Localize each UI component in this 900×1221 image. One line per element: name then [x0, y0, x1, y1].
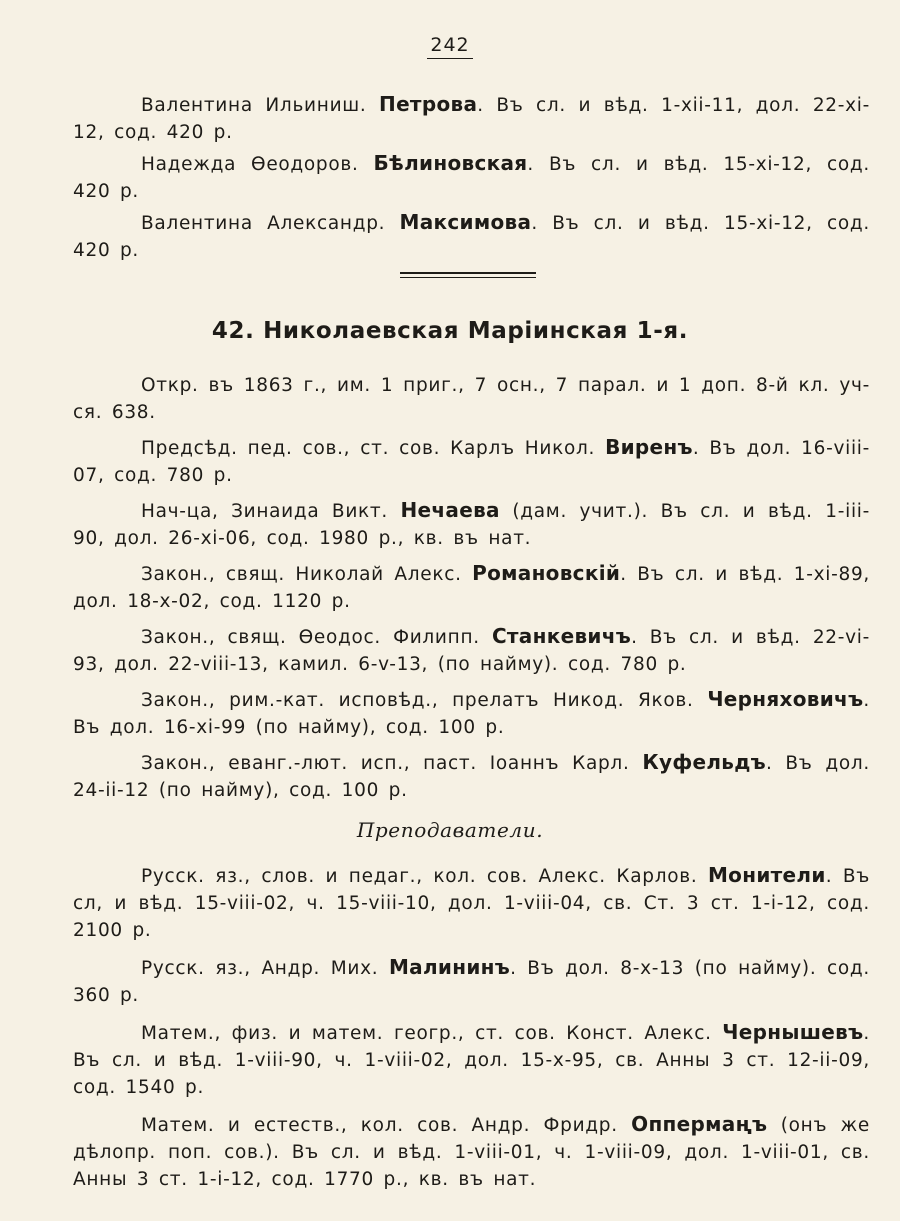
entry-prefix: Нач-ца, Зинаида Викт. [141, 501, 401, 522]
school-info-entry [73, 372, 870, 426]
entry-surname: Петрова [379, 92, 478, 116]
staff-entry [73, 209, 870, 264]
staff-entry [73, 749, 870, 804]
entry-prefix: Предсѣд. пед. сов., ст. сов. Карлъ Никол. [141, 438, 606, 459]
entry-prefix: Русск. яз., Андр. Мих. [141, 958, 389, 979]
staff-entry [73, 623, 870, 678]
entry-surname: Чернышевъ [722, 1020, 864, 1044]
section-entries-block [73, 372, 870, 804]
page-number-text: 242 [427, 34, 472, 59]
entry-suffix: . Въ дол. 8-x-13 (по найму). сод. 360 р. [73, 958, 870, 1006]
entry-suffix: . Въ сл. и вѣд. 22-vi-93, дол. 22-viii-13, камил. 6-v-13, (по найму). сод. 780 р. [73, 627, 870, 675]
entry-suffix: . Въ сл. и вѣд. 1-viii-90, ч. 1-viii-02, дол. 15-x-95, св. Анны 3 ст. 12-ii-09, сод. 1540 р. [73, 1023, 870, 1098]
entry-prefix: Русск. яз., слов. и педаг., кол. сов. Алекс. Карлов. [141, 866, 708, 887]
double-rule-divider [400, 272, 536, 281]
entry-suffix: . Въ сл. и вѣд. 15-xi-12, сод. 420 р. [73, 154, 870, 202]
entry-suffix: . Въ сл, и вѣд. 15-viii-02, ч. 15-viii-10, дол. 1-viii-04, св. Ст. 3 ст. 1-i-12, сод. 2100 р. [73, 866, 870, 941]
entry-suffix: . Въ дол. 24-ii-12 (по найму), сод. 100 р. [73, 753, 870, 801]
entry-surname: Романовскій [472, 561, 621, 585]
entry-prefix: Валентина Александр. [141, 213, 400, 234]
entry-suffix: (онъ же дѣлопр. поп. сов.). Въ сл. и вѣд. 1-viii-01, ч. 1-viii-09, дол. 1-viii-01, св. Анны 3 ст. 1-i-12, сод. 1770 р., кв. въ нат. [73, 1115, 870, 1190]
entry-surname: Оппермаңъ [631, 1112, 768, 1136]
entry-prefix: Матем. и естеств., кол. сов. Андр. Фридр. [141, 1115, 632, 1136]
top-entries-block [73, 91, 870, 264]
entry-suffix: . Въ дол. 16-viii-07, сод. 780 р. [73, 438, 870, 486]
entry-prefix: Закон., рим.-кат. исповѣд., прелатъ Никод. Яков. [141, 690, 708, 711]
entry-surname: Максимова [399, 210, 532, 234]
entry-prefix: Откр. въ 1863 г., им. 1 приг., 7 осн., 7 парал. и 1 доп. 8-й кл. уч-ся. 638. [73, 375, 870, 423]
teacher-entry [73, 862, 870, 944]
entry-prefix: Закон., еванг.-лют. исп., паст. Іоаннъ Карл. [141, 753, 643, 774]
entry-prefix: Валентина Ильиниш. [141, 95, 380, 116]
staff-entry [73, 560, 870, 615]
section-heading: 42. Николаевская Маріинская 1-я. [211, 318, 689, 344]
entry-prefix: Закон., свящ. Николай Алекс. [141, 564, 473, 585]
entry-surname: Виренъ [605, 435, 693, 459]
entry-surname: Черняховичъ [707, 687, 864, 711]
entry-prefix: Закон., свящ. Ѳеодос. Филипп. [141, 627, 492, 648]
teacher-entry [73, 1019, 870, 1101]
teacher-entry [73, 1111, 870, 1193]
entry-prefix: Матем., физ. и матем. геогр., ст. сов. Конст. Алекс. [141, 1023, 723, 1044]
entry-suffix: (дам. учит.). Въ сл. и вѣд. 1-iii-90, дол. 26-xi-06, сод. 1980 р., кв. въ нат. [73, 501, 870, 549]
staff-entry [73, 150, 870, 205]
entry-suffix: . Въ сл. и вѣд. 15-xi-12, сод. 420 р. [73, 213, 870, 261]
teacher-entry [73, 954, 870, 1009]
staff-entry [73, 434, 870, 489]
entry-suffix: . Въ сл. и вѣд. 1-xi-89, дол. 18-x-02, сод. 1120 р. [73, 564, 870, 612]
entry-surname: Нечаева [400, 498, 500, 522]
staff-entry [73, 91, 870, 146]
entry-surname: Монители [707, 863, 826, 887]
entry-surname: Куфельдъ [642, 750, 767, 774]
entry-prefix: Надежда Ѳеодоров. [141, 154, 374, 175]
entry-surname: Малининъ [388, 955, 511, 979]
teachers-subheading: Преподаватели. [356, 818, 544, 842]
entry-suffix: . Въ сл. и вѣд. 1-xii-11, дол. 22-xi-12, сод. 420 р. [73, 95, 871, 143]
entry-surname: Бѣлиновская [373, 151, 528, 175]
staff-entry [73, 497, 870, 552]
entry-suffix: . Въ дол. 16-xi-99 (по найму), сод. 100 р. [73, 690, 870, 738]
entry-surname: Станкевичъ [491, 624, 632, 648]
page-number [0, 34, 900, 59]
staff-entry [73, 686, 870, 741]
teacher-entries-block [73, 862, 870, 1193]
